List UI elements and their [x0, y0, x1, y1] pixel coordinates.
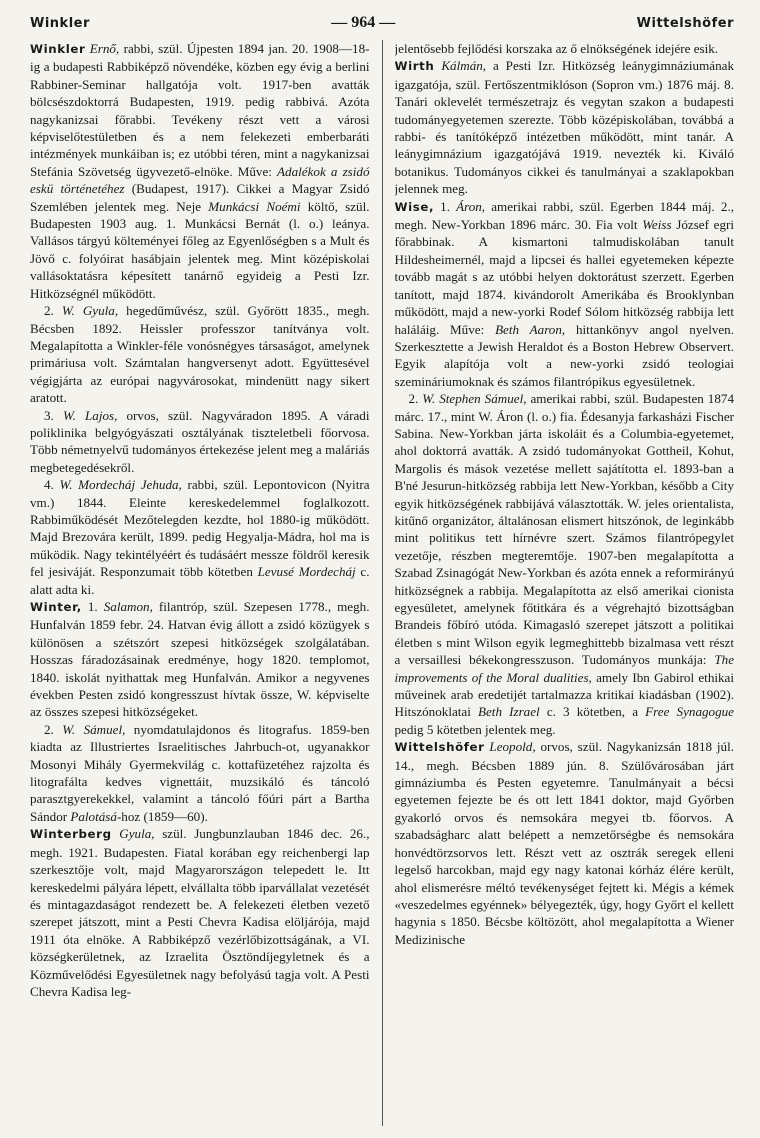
entry-text: (Budapest, 1917). Cikkei a Magyar Zsidó Szemlében jelentek meg. Neje: [30, 181, 370, 214]
right-column: [395, 40, 735, 1130]
italic-name: Ernő,: [89, 41, 120, 56]
italic-name: Beth Izrael: [478, 704, 540, 720]
entry-text: jelentősebb fejlődési korszaka az ő elnökségének idejére esik.: [394, 41, 719, 56]
entry-text: a Pesti Izr. Hitközség leánygimnáziumának igazgatója, szül. Fertőszentmiklóson (Sopron vm.) 1876 máj. 8. Tanári oklevelét természetrajz és vegytan szakon a budapesti tudományegyetemen szerezte. Több középiskolában, továbbá a rabbi- és tanítóképző intézetben működött, mint tanár. A leánygimnázium igazgatójává 1919. nevezték ki. Kiváló botanikus. Tudományos cikkei és tanulmányai a szaklapokban jelennek meg.: [394, 58, 734, 197]
italic-name: W. Stephen Sámuel,: [422, 391, 527, 407]
entry-headword: Winterberg: [30, 827, 112, 842]
entry-text: pedig 5 kötetben jelentek meg.: [394, 721, 556, 737]
entry-paragraph: [395, 57, 735, 197]
page-number: — 964 —: [331, 14, 396, 31]
entry-paragraph: [395, 738, 735, 948]
entry-text: filantróp, szül. Szepesen 1778., megh. Hunfalván 1859 febr. 24. Hatvan évig állott a zsidó közügyek s különösen a szétszórt szepesi hitközségek szolgálatában. Hosszas fáradozásainak eredménye, hogy 1820. templomot, 1840. iskolát nyithattak meg Hunfalván. Amikor a negyvenes években Pesten zsidó kongresszust hívtak össze, W. képviselte az összes szepesi hitközségeket.: [30, 599, 370, 720]
left-column: [30, 40, 370, 1130]
italic-name: W. Mordecháj Jehuda,: [59, 477, 182, 493]
italic-name: Levusé Mordecháj: [257, 564, 356, 580]
italic-name: W. Gyula,: [61, 303, 119, 319]
entry-text: 1.: [81, 599, 104, 614]
column-divider: [382, 40, 383, 1126]
italic-name: W. Sámuel,: [62, 721, 126, 737]
entry-paragraph: [30, 825, 370, 1000]
header-left-keyword: Winkler: [30, 16, 90, 31]
entry-headword: Winter,: [30, 600, 82, 614]
entry-headword: Wittelshöfer: [394, 740, 485, 755]
entry-text: amerikai rabbi, szül. Budapesten 1874 márc. 17., mint W. Áron (l. o.) fia. Édesanyja farkasházi Fischer Sabina. New-Yorkban járta iskoláit és a Columbia-egyetemet, ahol doktorrá avatták. A zsidó tudományokat Gottheil, Kohut, Margolis és mások vezetése mellett sajátította el. 1893-ban a B'né Jesurun-hitközség rabbija lett New-Yorkban, később a City egyik hitközségének rabbijává választották. W. jeles orientalista, kitűnő organizátor, általánosan elismert hitszónok, de leginkább mint politikus tett hírnévre szert. Számos filantrópegylet vezetője, részben megteremtője. 1907-ben megalapította a Szabad Zsinagógát New-Yorkban és azóta ennek a reformirányú hitközségnek a rabbija. Megalapította az első amerikai cionista egyesületet, amelynek főtitkára és a végrehajtó bizottságban Brandeis főbíró utóda. Kimagasló szerepet játszott a politikai életben s mint Wilson egyik legmeghittebb bizalmasa vett részt a versaillesi békekongresszuson. Tudományos munkája:: [394, 391, 734, 668]
italic-name: Free Synagogue: [645, 704, 734, 720]
italic-name: Leopold,: [489, 739, 536, 755]
italic-name: W. Lajos,: [62, 407, 118, 423]
header-right-keyword: Wittelshöfer: [636, 16, 734, 31]
entry-text: 4.: [44, 477, 60, 493]
italic-name: Salamon,: [103, 599, 153, 614]
sub-entry-paragraph: [30, 721, 370, 825]
sub-entry-paragraph: [30, 476, 370, 598]
entry-text: 1.: [434, 198, 457, 214]
sub-entry-paragraph: [30, 302, 370, 406]
entry-text: orvos, szül. Nagykanizsán 1818 júl. 14., megh. Bécsben 1889 jún. 8. Szülővárosában járt gimnáziumba és Pesten egyetemre. Tanulmányait a bécsi egyetemen fejezte be és ott lett 1841 doktor, majd Győrben gyakorló orvos és nemsokára megyei tb. főorvos. A szabadságharc alatt belépett a nemzetőrségbe és nemsokára honvédtörzsorvos lett. Részt vett az osztrák seregek elleni legelső harcokban, majd egy nagy katonai kórház élére került, ahol elismerésre méltó tevékenységet fejtett ki. Mégis a kémek «veszedelmes egyénnek» bélyegezték, úgy, hogy Győrt el kellett hagynia s 1850. Bécsbe költözött, ahol megalapította a Wiener Medizinische: [394, 739, 734, 947]
entry-text: c. alatt adta ki.: [30, 564, 370, 597]
entry-text: szül. Jungbunzlauban 1846 dec. 26., megh. 1921. Budapesten. Fiatal korában egy reichenbergi lap szerkesztője volt, majd Magyarországon telepedett le. Itt kereskedelmi pályára lépett, elvállalta több iparvállalat vezetését és mintagazdaságot rendezett be. A felekezeti életben vezető szerepet játszott, mint a Pesti Chevra Kadisa elöljárója, majd 1911 óta elnöke. A Rabbiképző vezérlőbizottságának, a VI. községkerületnek, az Izraelita Ösztöndíjegyletnek és a Közművelődési Egyesületnek nagy befolyású tagja volt. A Pesti Chevra Kadisa leg-: [30, 826, 370, 999]
entry-paragraph: [30, 40, 370, 302]
entry-text: amerikai rabbi, szül. Egerben 1844 máj. 2., megh. New-Yorkban 1896 márc. 30. Fia volt: [394, 198, 734, 233]
entry-headword: Wirth: [394, 59, 435, 74]
entry-text: 2.: [408, 391, 423, 407]
entry-text: 3.: [44, 407, 63, 423]
entry-text: nyomdatulajdonos és litografus. 1859-ben kiadta az Illustriertes Israelitisches Jahrbuch-ot, ugyanakkor Mosonyi Mihály Gyermekvilág c. kottafüzetéhez rajzolta és litografálta kedves vignettáit, muzsikáló és táncoló parasztgyerekekkel, valamint a táncoló főúri párt a Barthа Sándor: [30, 721, 370, 824]
sub-entry-paragraph: [30, 407, 370, 477]
italic-name: The improvements of the Moral dualities,: [394, 652, 734, 685]
entry-paragraph: [30, 598, 370, 721]
entry-text: hittankönyv angol nyelven. Szerkesztette a Jewish Heraldot és a Boston Hebrew Observert. Egyik alapítója volt a new-yorki zsidó teologiai szemináriumoknak és számos filantrópikus egyesületnek.: [394, 321, 734, 389]
italic-name: Adalékok a zsidó eskü történetéhez: [30, 163, 370, 197]
entry-text: orvos, szül. Nagyváradon 1895. A váradi poliklinika belgyógyászati osztályának tiszteletbeli főorvosa. Több németnyelvű tudományos értekezése jelent meg a maláriás megbetegedésekről.: [30, 407, 370, 475]
italic-name: Kálmán,: [441, 58, 487, 74]
italic-name: Gyula,: [119, 826, 155, 842]
sub-entry-paragraph: [395, 390, 735, 738]
entry-headword: Wise,: [394, 199, 435, 214]
entry-text: 2.: [44, 303, 62, 319]
entry-text: rabbi, szül. Újpesten 1894 jan. 20. 1908—18-ig a budapesti Rabbiképző növendéke, közben egy évig a berlini Rabbiner-Seminar hallgatója volt. 1917-ben avatták bölcsészdoktorrá Budapesten, 1919. pedig rabbivá. Azóta nagykanizsai főrabbi. Tevékeny részt vett a városi képviselőtestületben és a nem felekezeti emberbaráti intézmények munkáiban is; ez utóbbi téren, mint a nagykanizsai Stefánia Szövetség ügyvezető-elnöke. Műve:: [30, 41, 370, 179]
page-header: [30, 14, 734, 36]
entry-paragraph: [395, 40, 735, 57]
entry-text: -hoz (1859—60).: [116, 808, 208, 824]
entry-text: hegedűművész, szül. Győrött 1835., megh. Bécsben 1892. Heissler professzor tanítványa volt. Megalapította a Winkler-féle vonósnégyes társaságot, amelynek primáriusa volt. Számtalan hangversenyt adott. Együttesével végigjárta az európai nagyvárosokat, mindenütt nagy sikert aratott.: [30, 303, 370, 406]
entry-paragraph: [395, 198, 735, 390]
entry-headword: Winkler: [30, 42, 86, 56]
entry-text: rabbi, szül. Lepontovicon (Nyitra vm.) 1844. Eleinte kereskedelemmel foglalkozott. Rabbiműködését Mezőtelegden kezdte, hol 1880-ig működött. Majd Brezovára került, 1899. pedig Hegyalja-Mádra, hol ma is működik. Nagy tekintélyéért és tudásáért messze földről keresik fel jesiváját. Responzumait több kötetben: [30, 477, 370, 580]
italic-name: Weiss: [642, 217, 672, 233]
entry-text: József egri főrabbinak. A kismartoni talmudiskolában tanult Hildesheimernél, majd a lipcsei és hallei egyetemeken képezte tovább magát s az utóbbi helyen doktorátust szerzett. Egerben tanított, majd 1874. kivándorolt Amerikába és Brooklynban működött, majd a new-yorki Rodef Sólom hitközség rabbija lett haláláig. Műve:: [394, 217, 734, 337]
entry-text: amely Ibn Gabirol ethikai műveinek arab eredetijét tartalmazza kritikai kiadásban (1902). Hitszónoklatai: [394, 669, 734, 720]
italic-name: Munkácsi Noémi: [208, 198, 301, 214]
italic-name: Palotásá: [70, 808, 117, 824]
entry-text: c. 3 kötetben, a: [539, 704, 646, 720]
italic-name: Áron,: [456, 198, 486, 214]
entry-text: költő, szül. Budapesten 1903 aug. 1. Munkácsi Bernát (l. o.) leánya. Vallásos tárgyú költeményei főleg az Egyenlőségben s a Mult és Jövő c. folyóirat hasábjain jelentek meg. Mint középiskolai vallásoktatásra képesített tanárnő egyideig a Pesti Izr. Hitközségnél működött.: [30, 198, 370, 301]
text-columns: [30, 40, 734, 1130]
italic-name: Beth Aaron,: [495, 321, 566, 337]
entry-text: 2.: [44, 721, 63, 737]
